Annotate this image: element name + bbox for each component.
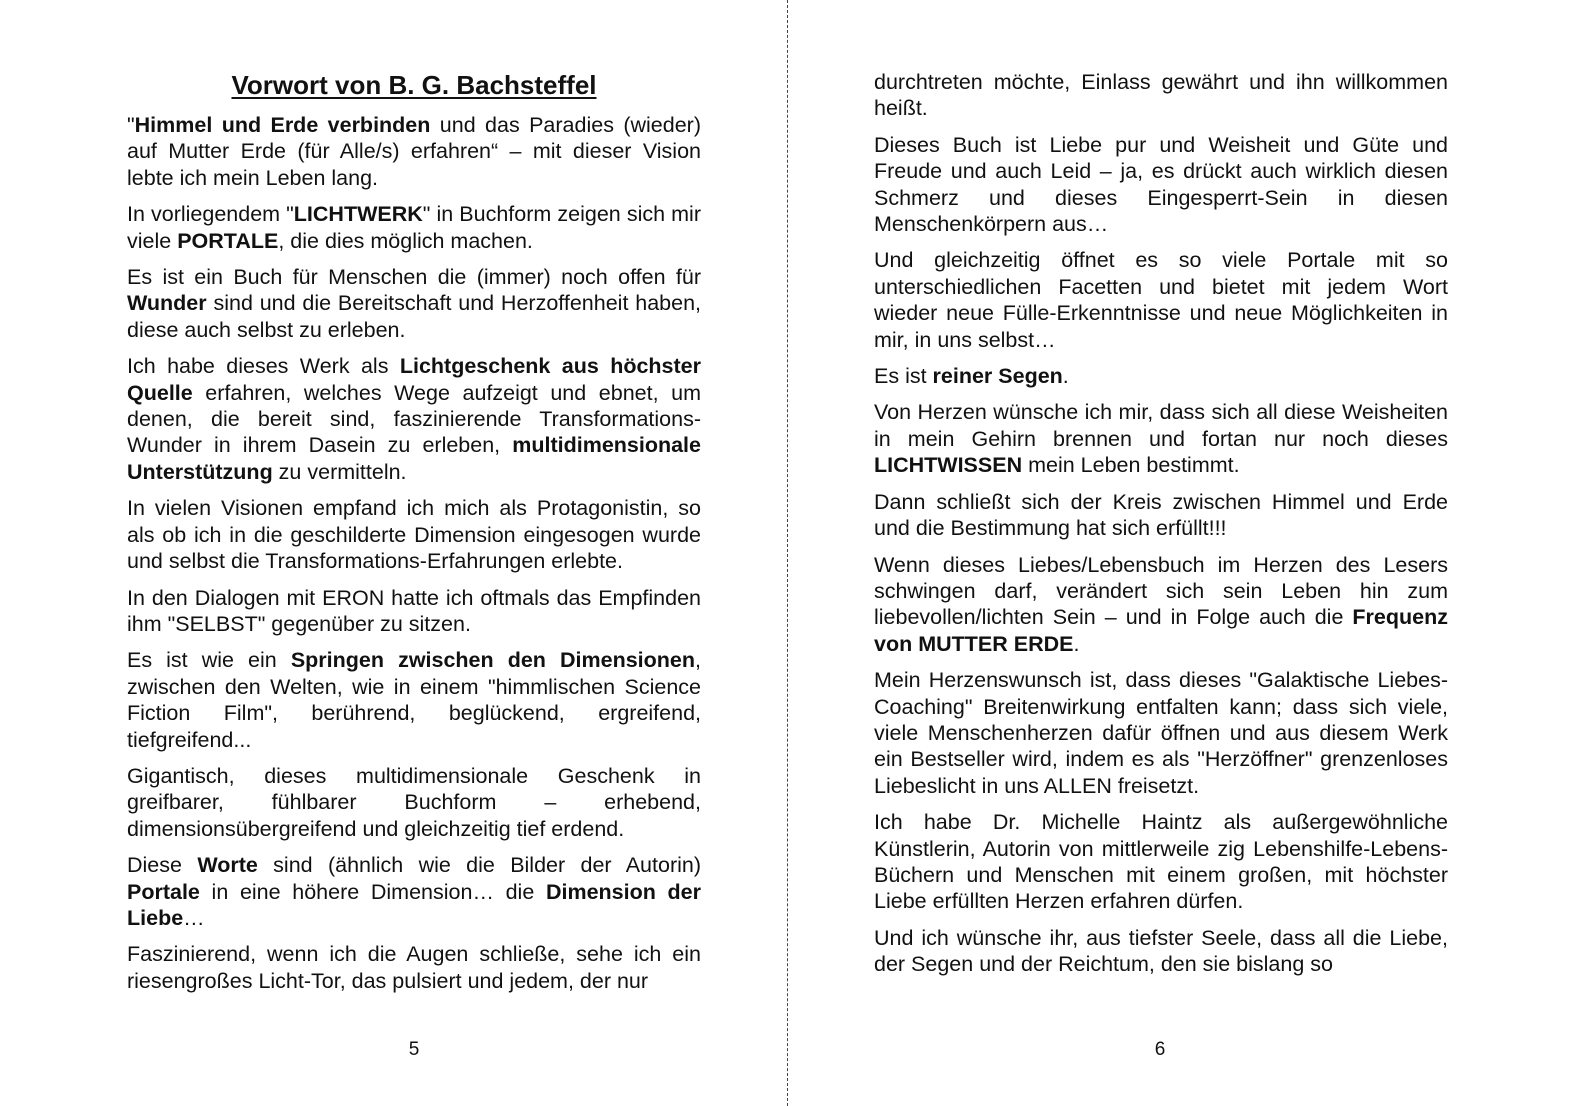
paragraph: Mein Herzenswunsch ist, dass dieses "Galaktische Liebes-Coaching" Breitenwirkung entfalten kann; dass sich viele, viele Menschenherzen dafür öffnen und aus diesem Werk ein Bestseller wird, indem es als "Herzöffner" grenzenloses Liebeslicht in uns ALLEN freisetzt. xyxy=(874,668,1448,798)
bold-text: Worte xyxy=(197,853,258,878)
page-number-left: 5 xyxy=(408,1039,420,1060)
paragraph: In den Dialogen mit ERON hatte ich oftmals das Empfinden ihm "SELBST" gegenüber zu sitzen. xyxy=(127,585,701,636)
paragraph: "Himmel und Erde verbinden und das Paradies (wieder) auf Mutter Erde (für Alle/s) erfahren“ – mit dieser Vision lebte ich mein Leben lang. xyxy=(127,113,701,190)
paragraph: Und gleichzeitig öffnet es so viele Portale mit so unterschiedlichen Facetten und bietet mit jedem Wort wieder neue Fülle-Erkenntnisse und neue Möglichkeiten in mir, in uns selbst… xyxy=(874,248,1448,352)
paragraph: Es ist ein Buch für Menschen die (immer) noch offen für Wunder sind und die Bereitschaft und Herzoffenheit haben, diese auch selbst zu erleben. xyxy=(127,265,701,342)
bold-text: Dimension der Liebe xyxy=(127,879,701,930)
bold-text: reiner Segen xyxy=(932,364,1063,389)
bold-text: Lichtgeschenk aus höchster Quelle xyxy=(127,354,701,405)
bold-text: Wunder xyxy=(127,291,207,316)
right-page xyxy=(788,0,1574,1106)
bold-text: Springen zwischen den Dimensionen xyxy=(290,648,696,673)
bold-text: Himmel und Erde verbinden xyxy=(134,113,431,137)
paragraph: Gigantisch, dieses multidimensionale Geschenk in greifbarer, fühlbarer Buchform – erhebend, dimensionsübergreifend und gleichzeitig tief erdend. xyxy=(127,763,701,841)
paragraph: Dieses Buch ist Liebe pur und Weisheit und Güte und Freude und auch Leid – ja, es drückt auch wirklich diesen Schmerz und dieses Eingesperrt-Sein in diesen Menschenkörpern aus… xyxy=(874,132,1448,237)
bold-text: Frequenz von MUTTER ERDE xyxy=(874,605,1448,656)
paragraph: durchtreten möchte, Einlass gewährt und ihn willkommen heißt. xyxy=(874,70,1448,121)
paragraph: Wenn dieses Liebes/Lebensbuch im Herzen des Lesers schwingen darf, verändert sich sein Leben hin zum liebevollen/lichten Sein – und in Folge auch die Frequenz von MUTTER ERDE. xyxy=(874,552,1448,656)
bold-text: LICHTWERK xyxy=(293,202,423,227)
right-text-column xyxy=(874,69,1448,988)
bold-text: multidimensionale Unterstützung xyxy=(127,433,701,484)
bold-text: LICHTWISSEN xyxy=(874,453,1023,478)
paragraph: In vielen Visionen empfand ich mich als Protagonistin, so als ob ich in die geschilderte Dimension eingesogen wurde und selbst die Transformations-Erfahrungen erlebte. xyxy=(127,496,701,574)
bold-text: Portale xyxy=(127,879,200,904)
paragraph: Dann schließt sich der Kreis zwischen Himmel und Erde und die Bestimmung hat sich erfüllt!!! xyxy=(874,489,1448,541)
left-paragraphs xyxy=(127,112,701,994)
paragraph: Es ist reiner Segen. xyxy=(874,364,1069,389)
paragraph: Ich habe Dr. Michelle Haintz als außergewöhnliche Künstlerin, Autorin von mittlerweile zig Lebenshilfe-Lebens-Büchern und Menschen mit einem großen, mit höchster Liebe erfüllten Herzen erfahren dürfen. xyxy=(874,810,1448,914)
bold-text: PORTALE xyxy=(177,228,279,253)
paragraph: Es ist wie ein Springen zwischen den Dimensionen, zwischen den Welten, wie in einem "himmlischen Science Fiction Film", berührend, beglückend, ergreifend, tiefgreifend... xyxy=(127,648,701,752)
page-number-right: 6 xyxy=(1154,1039,1166,1060)
paragraph: Und ich wünsche ihr, aus tiefster Seele, dass all die Liebe, der Segen und der Reichtum, den sie bislang so xyxy=(874,925,1448,977)
paragraph: Faszinierend, wenn ich die Augen schließe, sehe ich ein riesengroßes Licht-Tor, das pulsiert und jedem, der nur xyxy=(127,942,701,993)
right-paragraphs xyxy=(874,69,1448,978)
paragraph: Diese Worte sind (ähnlich wie die Bilder der Autorin) Portale in eine höhere Dimension… die Dimension der Liebe… xyxy=(127,853,701,930)
paragraph: Ich habe dieses Werk als Lichtgeschenk aus höchster Quelle erfahren, welches Wege aufzeigt und ebnet, um denen, die bereit sind, faszinierende Transformations-Wunder in ihrem Dasein zu erleben, multidimensionale Unterstützung zu vermitteln. xyxy=(127,354,701,484)
paragraph: In vorliegendem "LICHTWERK" in Buchform zeigen sich mir viele PORTALE, die dies möglich machen. xyxy=(127,202,701,253)
page-title: Vorwort von B. G. Bachsteffel xyxy=(231,70,597,100)
left-text-column xyxy=(127,68,701,1004)
paragraph: Von Herzen wünsche ich mir, dass sich all diese Weisheiten in mein Gehirn brennen und fortan nur noch dieses LICHTWISSEN mein Leben bestimmt. xyxy=(874,400,1448,478)
